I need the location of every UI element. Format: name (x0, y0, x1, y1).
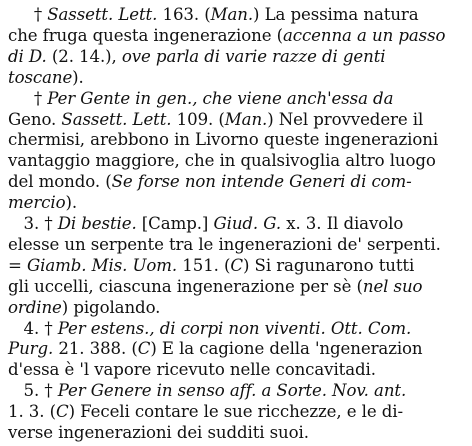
italic-text: Di bestie. (57, 214, 137, 233)
roman-text: ). (72, 67, 84, 87)
italic-text: di D. (8, 46, 47, 66)
italic-text: Sassett. Lett. (47, 5, 158, 24)
text-line (8, 381, 466, 401)
italic-text: Giamb. Mis. Uom. (26, 255, 178, 275)
text-line (8, 5, 466, 25)
italic-text: Per estens., di corpi non viventi. Ott. Com. (57, 318, 412, 338)
roman-text: elesse un serpente tra le ingenerazioni de' serpenti. (8, 234, 441, 254)
roman-text: che fruga questa ingenerazione ( (8, 25, 283, 45)
text-line (8, 277, 466, 297)
roman-text: ) Si ragunarono tutti (243, 255, 415, 275)
italic-text: Purg. (8, 339, 54, 359)
text-line (8, 130, 466, 150)
roman-text: chermisi, arebbono in Livorno queste ingenerazioni (8, 130, 439, 150)
roman-text: Geno. (8, 109, 62, 129)
text-line (8, 423, 466, 443)
text-line (8, 110, 466, 130)
text-line (8, 360, 466, 380)
roman-text: † (8, 5, 48, 24)
roman-text: [Camp.] (136, 214, 214, 233)
italic-text: C (56, 402, 69, 422)
text-line (8, 298, 466, 318)
italic-text: Man. (210, 5, 254, 24)
roman-text: 21. 388. ( (53, 339, 138, 359)
roman-text: 163. ( (157, 5, 211, 24)
roman-text: ) La pessima natura (253, 5, 419, 24)
roman-text: gli uccelli, ciascuna ingenerazione per sè ( (8, 276, 363, 296)
text-line (8, 26, 466, 46)
italic-text: Giud. G. (213, 214, 282, 233)
italic-text: accenna a un passo (282, 25, 446, 45)
roman-text: ). (65, 193, 78, 213)
text-line (8, 151, 466, 171)
roman-text: ) E la cagione della 'ngenerazion (150, 339, 423, 359)
italic-text: ove parla di varie razze di genti (121, 46, 386, 66)
italic-text: Se forse non intende Generi di com- (111, 172, 412, 192)
italic-text: ordine (8, 297, 62, 317)
italic-text: nel suo (362, 276, 423, 296)
italic-text: toscane (8, 67, 73, 87)
text-line (8, 193, 466, 213)
roman-text: 1. 3. ( (8, 402, 56, 422)
roman-text: (2. 14.), (46, 46, 122, 66)
roman-text: x. 3. Il diavolo (281, 214, 404, 233)
roman-text: 151. ( (177, 255, 231, 275)
text-line (8, 89, 466, 109)
text-line (8, 214, 466, 234)
roman-text: del mondo. ( (8, 172, 112, 192)
roman-text: 4. † (8, 318, 58, 338)
roman-text: ) pigolando. (61, 297, 161, 317)
text-line (8, 402, 466, 422)
italic-text: Man. (224, 109, 268, 129)
roman-text: 109. ( (171, 109, 225, 129)
italic-text: mercio (8, 193, 66, 213)
text-line (8, 47, 466, 67)
roman-text: ) Feceli contare le sue ricchezze, e le di- (68, 402, 403, 422)
roman-text: 3. † (8, 214, 58, 233)
roman-text: d'essa è 'l vapore ricevuto nelle concavitadi. (8, 360, 376, 380)
roman-text: vantaggio maggiore, che in qualsivoglia altro luogo (8, 151, 436, 171)
text-line (8, 319, 466, 339)
text-line (8, 339, 466, 359)
text-line (8, 235, 466, 255)
italic-text: Sassett. Lett. (61, 109, 172, 129)
roman-text: 5. † (8, 381, 58, 401)
italic-text: C (137, 339, 151, 359)
italic-text: Per Gente in gen., che viene anch'essa da (47, 88, 394, 108)
italic-text: C (230, 255, 243, 275)
roman-text: verse ingenerazioni dei sudditi suoi. (8, 423, 309, 442)
roman-text: = (8, 255, 27, 275)
roman-text: ) Nel provvedere il (267, 109, 424, 129)
text-line (8, 172, 466, 192)
roman-text: † (8, 88, 48, 108)
text-line (8, 256, 466, 276)
italic-text: Per Genere in senso aff. a Sorte. Nov. ant. (57, 381, 407, 401)
text-line (8, 68, 466, 88)
